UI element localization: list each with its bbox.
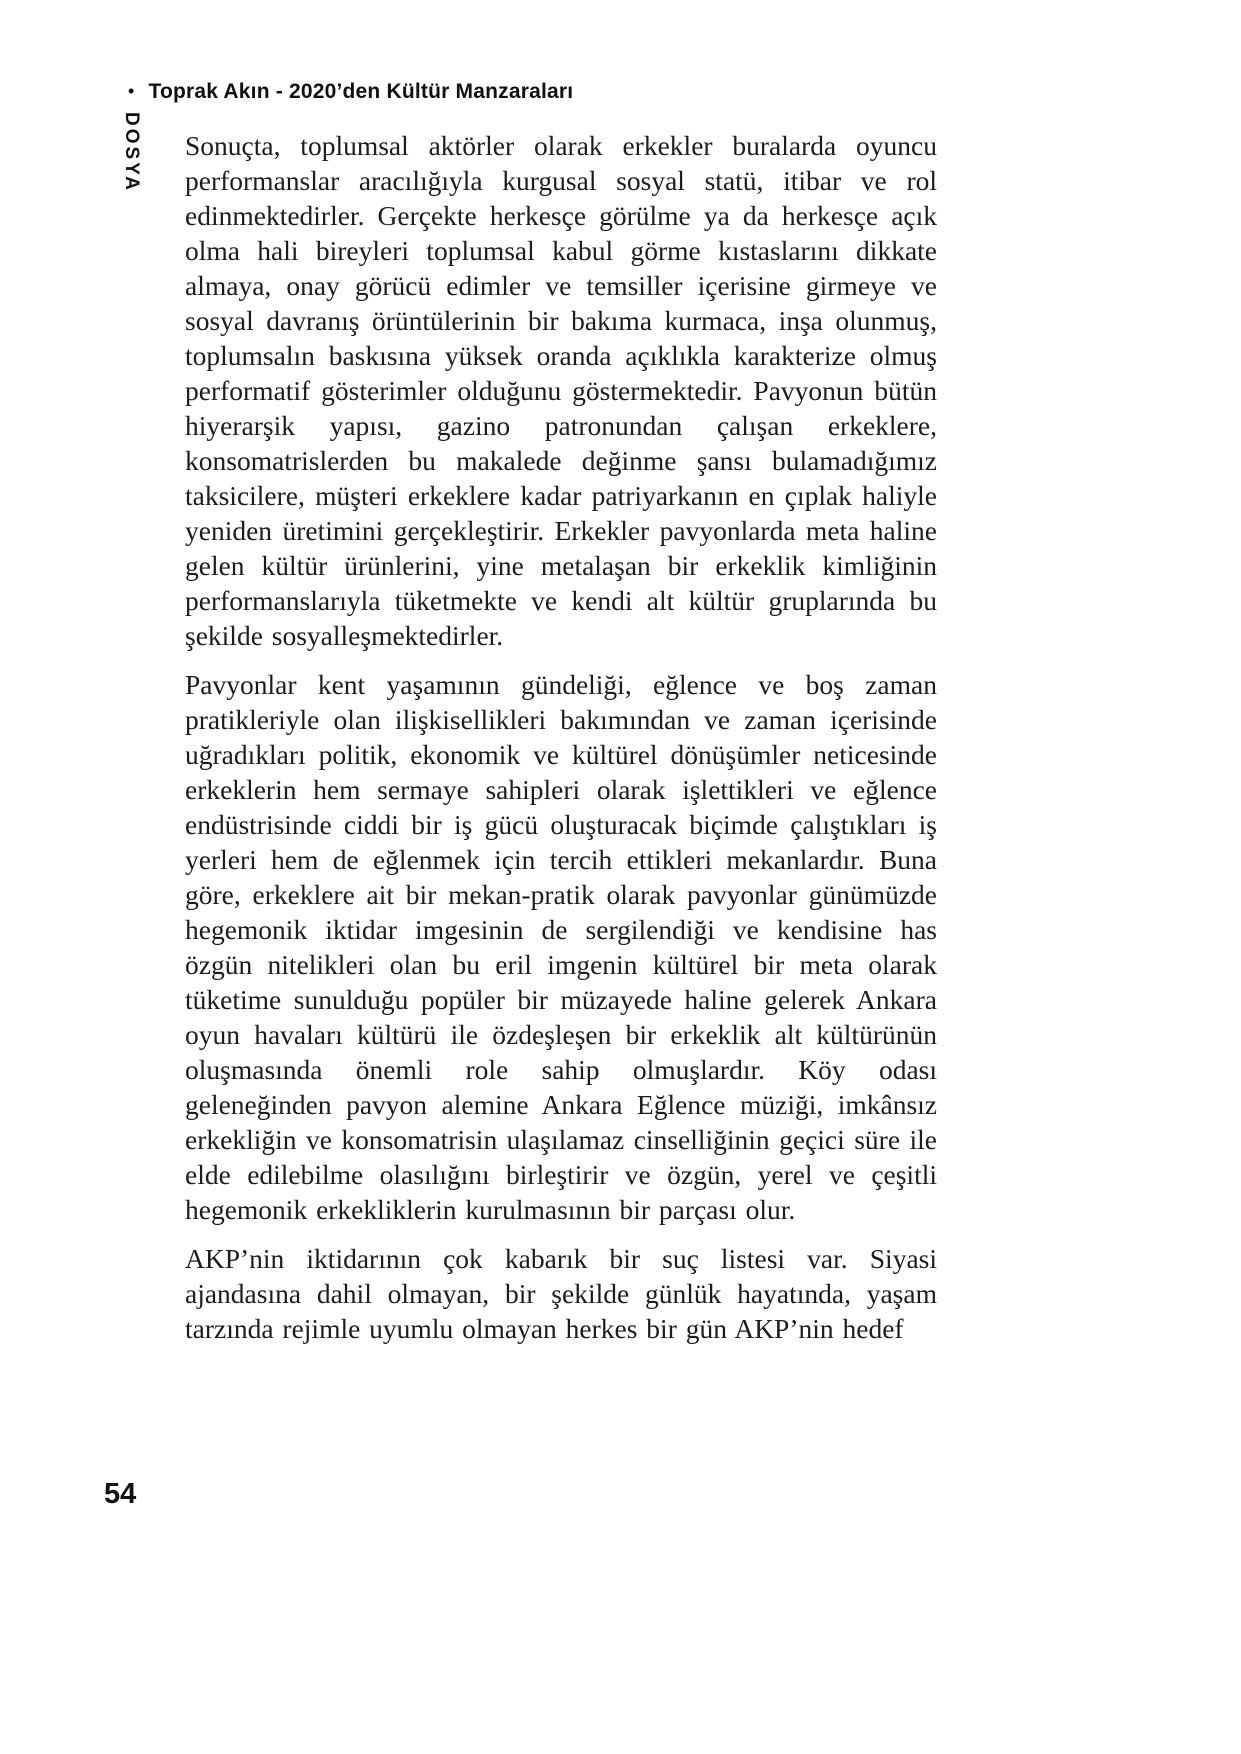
body-paragraph: AKP’nin iktidarının çok kabarık bir suç listesi var. Siyasi ajandasına dahil olmayan, bir şekilde günlük hayatında, yaşam tarzında rejimle uyumlu olmayan herkes bir gün AKP’nin hedef — [185, 1243, 937, 1344]
page-number: 54 — [104, 1478, 137, 1510]
article-body — [185, 128, 937, 1360]
bullet-icon: • — [128, 81, 135, 101]
header-book-title: 2020’den Kültür Manzaraları — [288, 80, 574, 103]
body-paragraph: Sonuçta, toplumsal aktörler olarak erkekler buralarda oyuncu performanslar aracılığıyla kurgusal sosyal statü, itibar ve rol edinmektedirler. Gerçekte herkesçe görülme ya da herkesçe açık olma hali bireyleri toplumsal kabul görme kıstaslarını dikkate almaya, onay görücü edimler ve temsiller içerisine girmeye ve sosyal davranış örüntülerinin bir bakıma kurmaca, inşa olunmuş, toplumsalın baskısına yüksek oranda açıklıkla karakterize olmuş performatif gösterimler olduğunu göstermektedir. Pavyonun bütün hiyerarşik yapısı, gazino patronundan çalışan erkeklere, konsomatrislerden bu makalede değinme şansı bulamadığımız taksicilere, müşteri erkeklere kadar patriyarkanın en çıplak haliyle yeniden üretimini gerçekleştirir. Erkekler pavyonlarda meta haline gelen kültür ürünlerini, yine metalaşan bir erkeklik kimliğinin performanslarıyla tüketmekte ve kendi alt kültür gruplarında bu şekilde sosyalleşmektedirler. — [185, 130, 937, 651]
running-header — [128, 80, 573, 104]
section-label-dosya: DOSYA — [121, 112, 142, 193]
body-paragraph: Pavyonlar kent yaşamının gündeliği, eğlence ve boş zaman pratikleriyle olan ilişkisellikleri bakımından ve zaman içerisinde uğradıkları politik, ekonomik ve kültürel dönüşümler neticesinde erkeklerin hem sermaye sahipleri olarak işlettikleri ve eğlence endüstrisinde ciddi bir iş gücü oluşturacak biçimde çalıştıkları iş yerleri hem de eğlenmek için tercih ettikleri mekanlardır. Buna göre, erkeklere ait bir mekan-pratik olarak pavyonlar günümüzde hegemonik iktidar imgesinin de sergilendiği ve kendisine has özgün nitelikleri olan bu eril imgenin kültürel bir meta olarak tüketime sunulduğu popüler bir müzayede haline gelerek Ankara oyun havaları kültürü ile özdeşleşen bir erkeklik alt kültürünün oluşmasında önemli role sahip olmuşlardır. Köy odası geleneğinden pavyon alemine Ankara Eğlence müziği, imkânsız erkekliğin ve konsomatrisin ulaşılamaz cinselliğinin geçici süre ile elde edilebilme olasılığını birleştirir ve özgün, yerel ve çeşitli hegemonik erkekliklerin kurulmasının bir parçası olur. — [185, 669, 937, 1225]
header-author: Toprak Akın - — [148, 80, 283, 103]
